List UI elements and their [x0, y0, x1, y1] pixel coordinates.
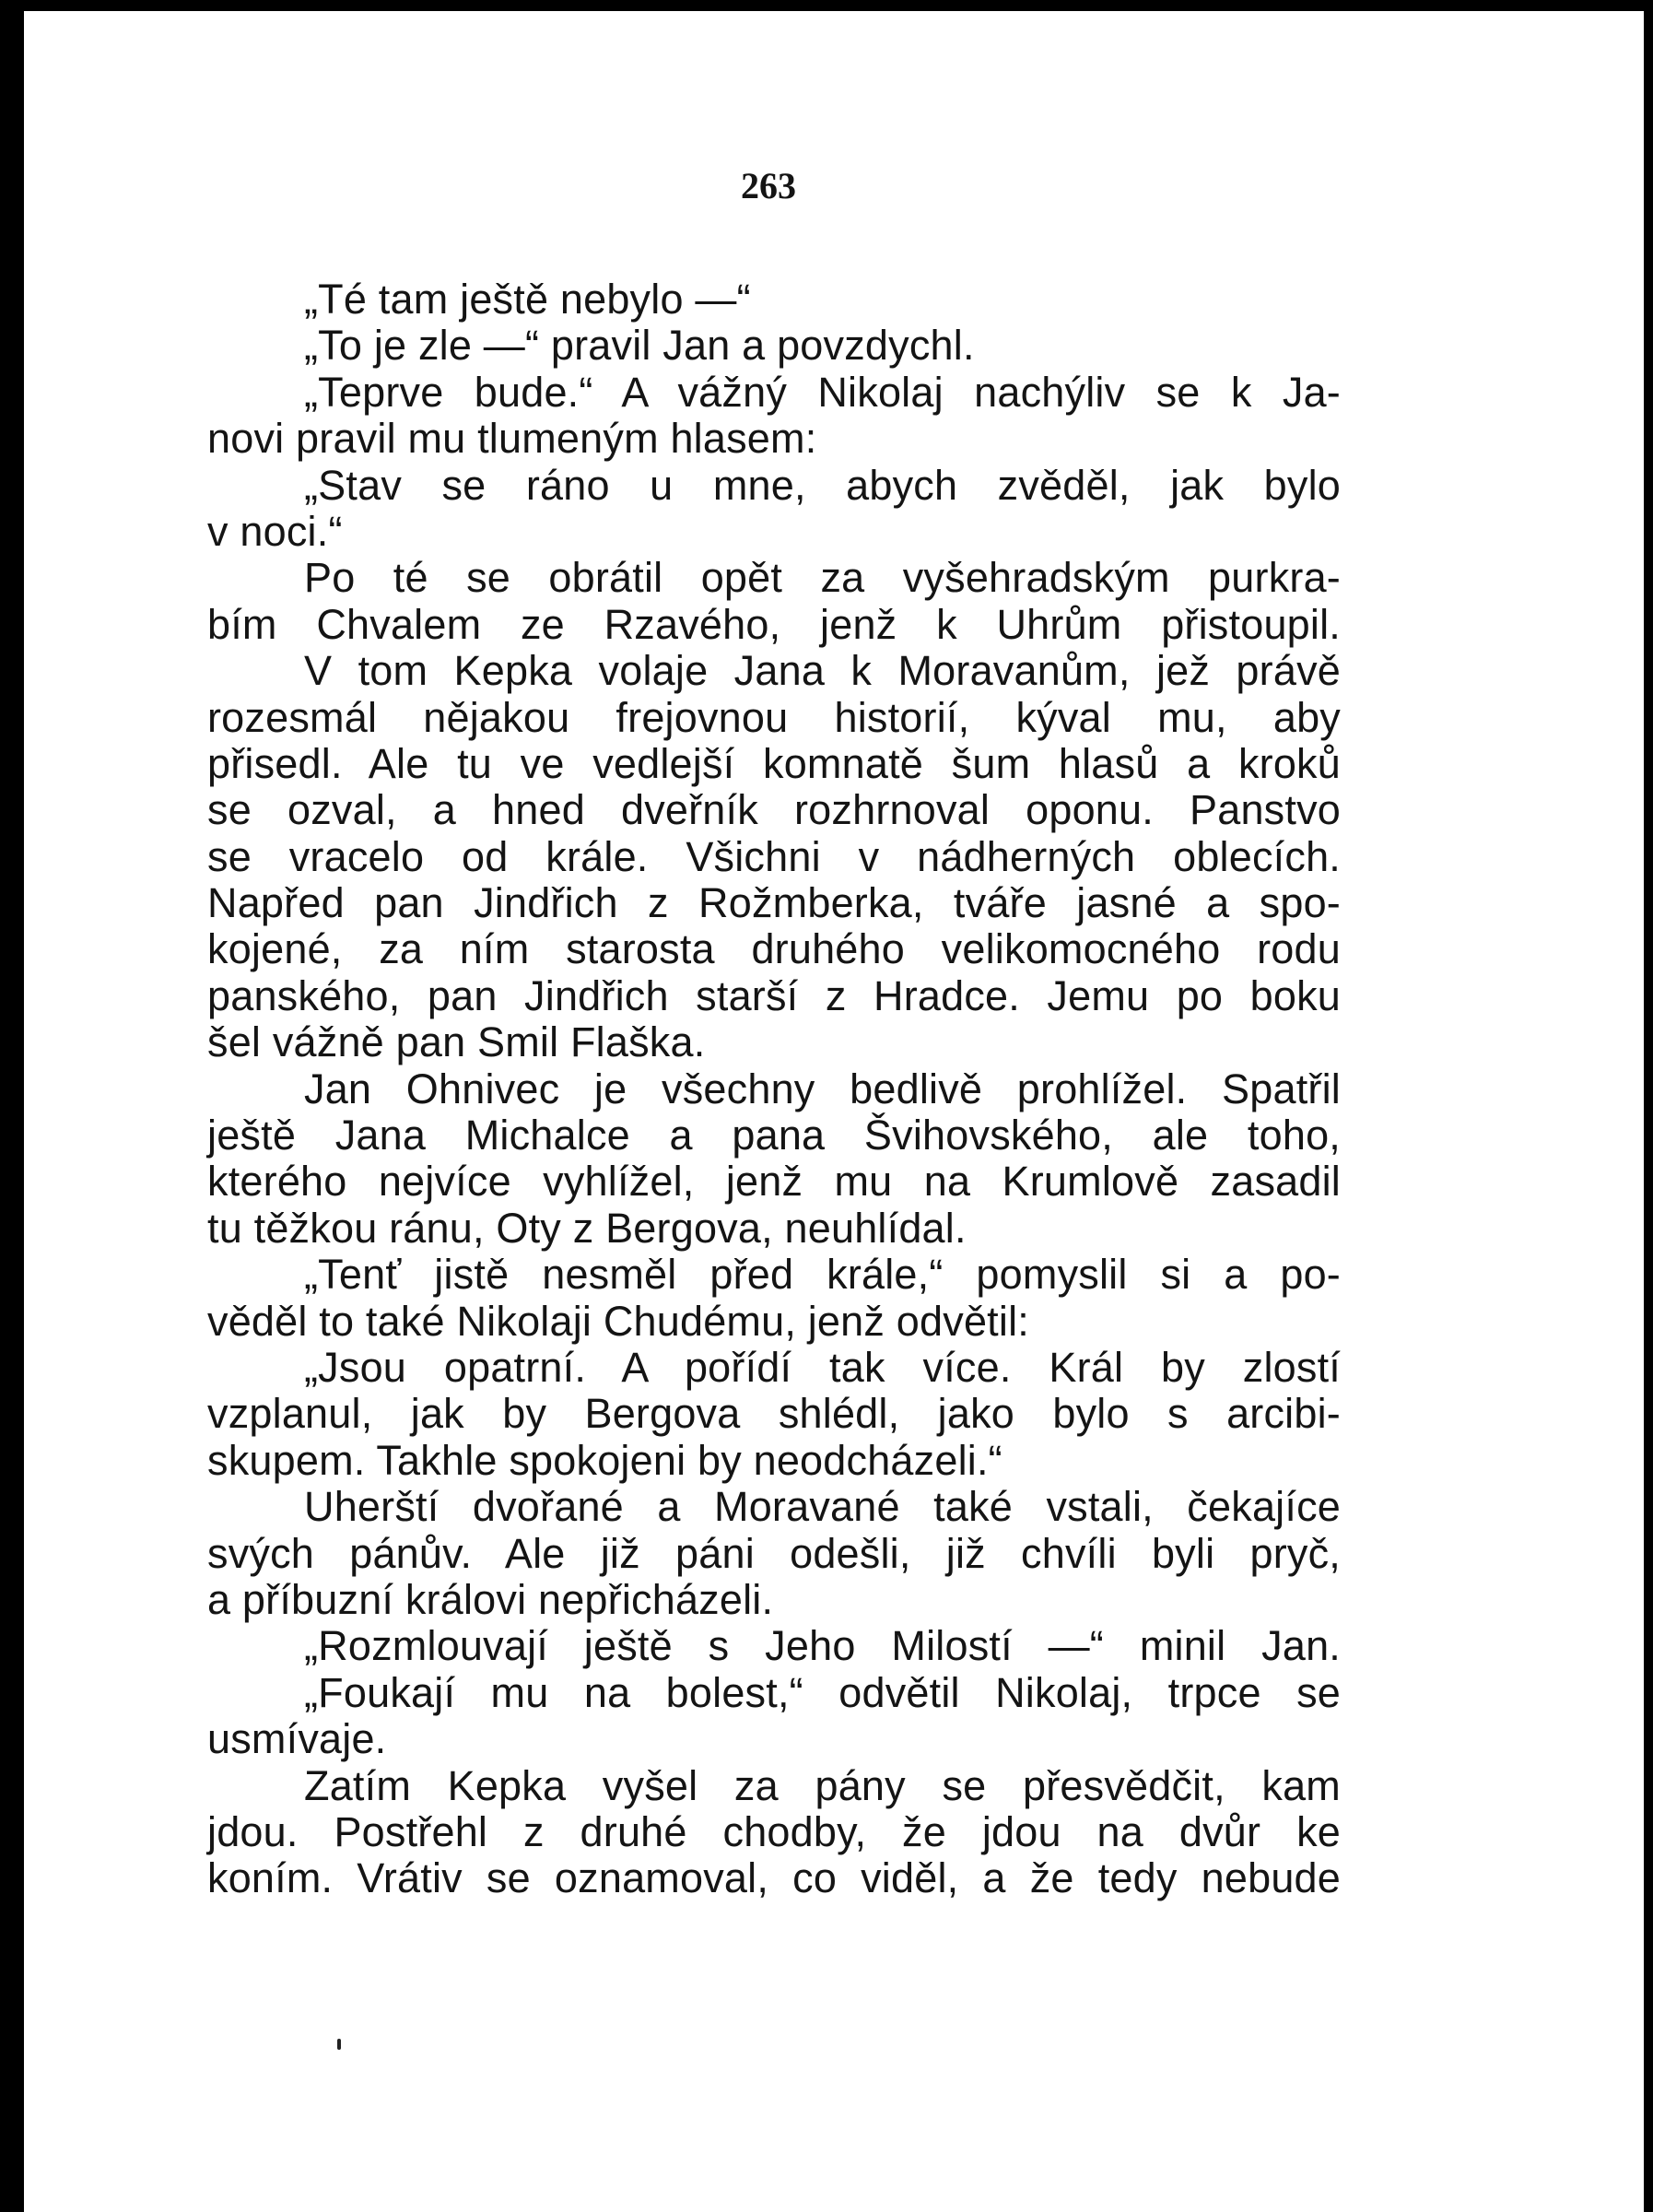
text-line: Napřed pan Jindřich z Rožmberka, tváře jasné a spo-: [207, 879, 1341, 927]
text-line: „Stav se ráno u mne, abych zvěděl, jak bylo: [304, 461, 1341, 509]
text-line: „Foukají mu na bolest,“ odvětil Nikolaj, trpce se: [304, 1668, 1341, 1716]
text-line: „Rozmlouvají ještě s Jeho Milostí —“ minil Jan.: [304, 1622, 1341, 1670]
text-line: svých pánův. Ale již páni odešli, již chvíli byli pryč,: [207, 1529, 1341, 1577]
text-line: se vracelo od krále. Všichni v nádherných oblecích.: [207, 832, 1341, 880]
text-line: Uherští dvořané a Moravané také vstali, čekajíce: [304, 1483, 1341, 1531]
text-line: „Jsou opatrní. A pořídí tak více. Král by zlostí: [304, 1343, 1341, 1391]
body-text: [207, 276, 1341, 1902]
text-line: vzplanul, jak by Bergova shlédl, jako bylo s arcibi-: [207, 1390, 1341, 1438]
text-line: Po té se obrátil opět za vyšehradským purkra-: [304, 554, 1341, 602]
text-line: šel vážně pan Smil Flaška.: [207, 1018, 706, 1066]
page-number: 263: [741, 165, 796, 206]
text-line: Zatím Kepka vyšel za pány se přesvědčit, kam: [304, 1761, 1341, 1809]
text-line: rozesmál nějakou frejovnou historií, kýval mu, aby: [207, 693, 1341, 741]
text-line: tu těžkou ránu, Oty z Bergova, neuhlídal.: [207, 1204, 967, 1252]
text-line: novi pravil mu tlumeným hlasem:: [207, 415, 817, 463]
scan-border-right: [1644, 0, 1653, 2212]
text-line: a příbuzní královi nepřicházeli.: [207, 1575, 774, 1623]
text-line: Jan Ohnivec je všechny bedlivě prohlížel. Spatřil: [304, 1065, 1341, 1112]
scan-border-top: [0, 0, 1653, 11]
scan-speck: [337, 2039, 341, 2050]
text-line: kojené, za ním starosta druhého velikomocného rodu: [207, 925, 1341, 973]
text-line: kterého nejvíce vyhlížel, jenž mu na Krumlově zasadil: [207, 1158, 1341, 1206]
text-line: usmívaje.: [207, 1715, 387, 1763]
text-line: „Té tam ještě nebylo —“: [304, 276, 751, 323]
text-line: „To je zle —“ pravil Jan a povzdychl.: [304, 322, 975, 370]
text-line: „Teprve bude.“ A vážný Nikolaj nachýliv se k Ja-: [304, 368, 1341, 416]
text-line: přisedl. Ale tu ve vedlejší komnatě šum hlasů a kroků: [207, 739, 1341, 787]
text-line: V tom Kepka volaje Jana k Moravanům, jež právě: [304, 647, 1341, 695]
text-line: věděl to také Nikolaji Chudému, jenž odvětil:: [207, 1297, 1029, 1345]
scan-border-left: [0, 0, 24, 2212]
text-line: bím Chvalem ze Rzavého, jenž k Uhrům přistoupil.: [207, 600, 1341, 648]
text-line: ještě Jana Michalce a pana Švihovského, ale toho,: [207, 1112, 1341, 1159]
text-line: skupem. Takhle spokojeni by neodcházeli.“: [207, 1436, 1002, 1484]
text-line: panského, pan Jindřich starší z Hradce. Jemu po boku: [207, 971, 1341, 1019]
text-line: se ozval, a hned dveřník rozhrnoval oponu. Panstvo: [207, 786, 1341, 834]
text-line: v noci.“: [207, 507, 343, 555]
text-line: jdou. Postřehl z druhé chodby, že jdou na dvůr ke: [207, 1807, 1341, 1855]
text-line: „Tenť jistě nesměl před krále,“ pomyslil si a po-: [304, 1251, 1341, 1299]
text-line: koním. Vrátiv se oznamoval, co viděl, a že tedy nebude: [207, 1854, 1341, 1902]
